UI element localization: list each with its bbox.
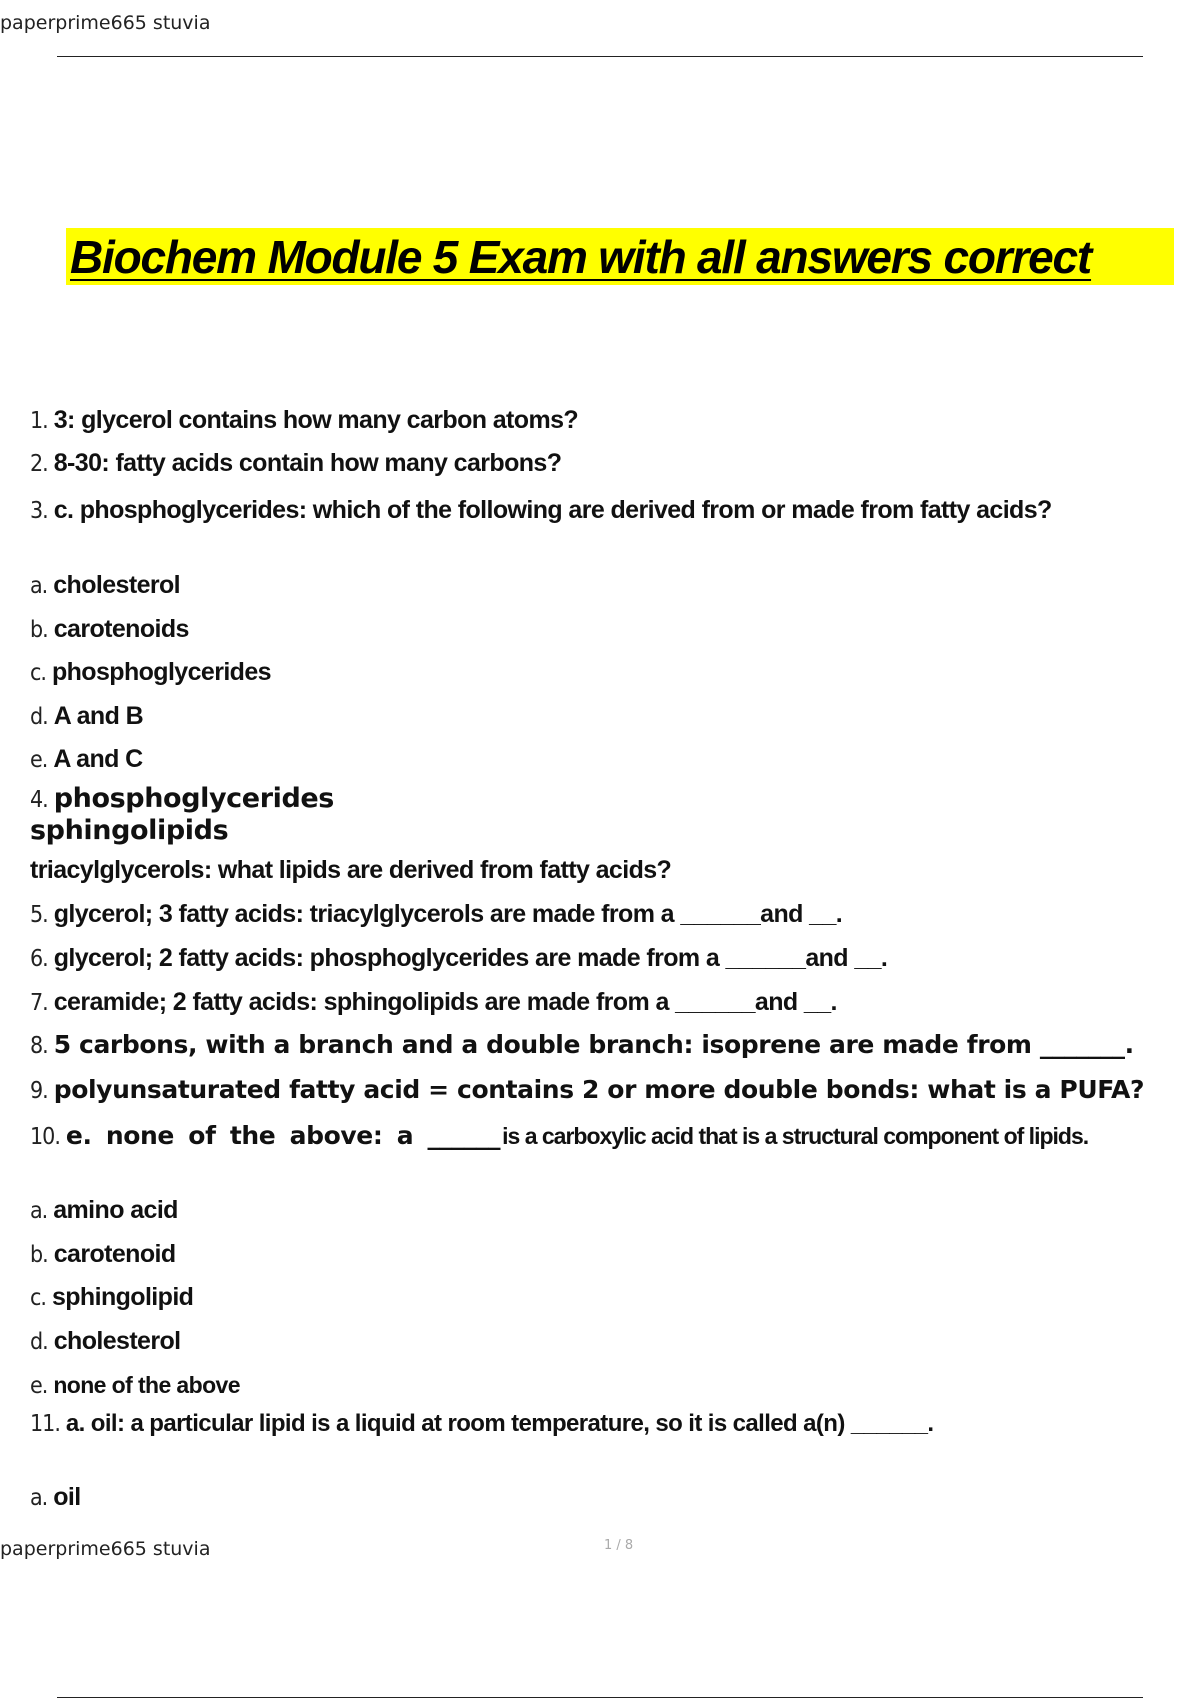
title-highlight [66, 228, 1174, 285]
q10-option-d: d. cholesterol [30, 1327, 181, 1355]
question-10: 10. e. none of the above: a ______is a carboxylic acid that is a structural component of lipids. [30, 1121, 1089, 1150]
question-11: 11. a. oil: a particular lipid is a liquid at room temperature, so it is called a(n) ______. [30, 1410, 934, 1437]
question-3: 3. c. phosphoglycerides: which of the following are derived from or made from fatty acids? [30, 496, 1052, 524]
footer-watermark: paperprime665 stuvia [0, 1538, 211, 1560]
question-1-text: 3: glycerol contains how many carbon atoms? [53, 406, 579, 434]
document-title: Biochem Module 5 Exam with all answers correct [70, 231, 1092, 283]
header-watermark: paperprime665 stuvia [0, 12, 211, 34]
q3-option-d: d. A and B [30, 702, 144, 730]
q3-option-a: a. cholesterol [30, 571, 181, 599]
q3-option-e: e. A and C [30, 745, 143, 773]
header-rule [57, 56, 1143, 57]
q10-option-a: a. amino acid [30, 1196, 178, 1224]
question-7: 7. ceramide; 2 fatty acids: sphingolipids are made from a ______and __. [30, 988, 837, 1016]
question-4-line1: 4. phosphoglycerides [30, 783, 334, 814]
page-number: 1 / 8 [604, 1538, 634, 1553]
question-2-text: 8-30: fatty acids contain how many carbons? [53, 449, 562, 477]
question-5: 5. glycerol; 3 fatty acids: triacylglycerols are made from a ______and __. [30, 900, 843, 928]
question-4-line3: triacylglycerols: what lipids are derived from fatty acids? [30, 856, 672, 884]
question-9: 9. polyunsaturated fatty acid = contains 2 or more double bonds: what is a PUFA? [30, 1075, 1145, 1104]
question-8: 8. 5 carbons, with a branch and a double branch: isoprene are made from _______. [30, 1030, 1134, 1059]
q10-option-b: b. carotenoid [30, 1240, 176, 1268]
question-2: 2. 8-30: fatty acids contain how many carbons? [30, 449, 562, 477]
q3-option-c: c. phosphoglycerides [30, 658, 271, 686]
q11-option-a: a. oil [30, 1483, 81, 1511]
q10-option-c: c. sphingolipid [30, 1283, 194, 1311]
question-1: 1. 3: glycerol contains how many carbon atoms? [30, 406, 579, 434]
q10-option-e: e. none of the above [30, 1372, 240, 1399]
question-4-line2: sphingolipids [30, 815, 229, 846]
question-3-text: c. phosphoglycerides: which of the following are derived from or made from fatty acids? [53, 496, 1052, 524]
footer-rule [57, 1697, 1143, 1698]
question-6: 6. glycerol; 2 fatty acids: phosphoglycerides are made from a ______and __. [30, 944, 888, 972]
q3-option-b: b. carotenoids [30, 615, 189, 643]
